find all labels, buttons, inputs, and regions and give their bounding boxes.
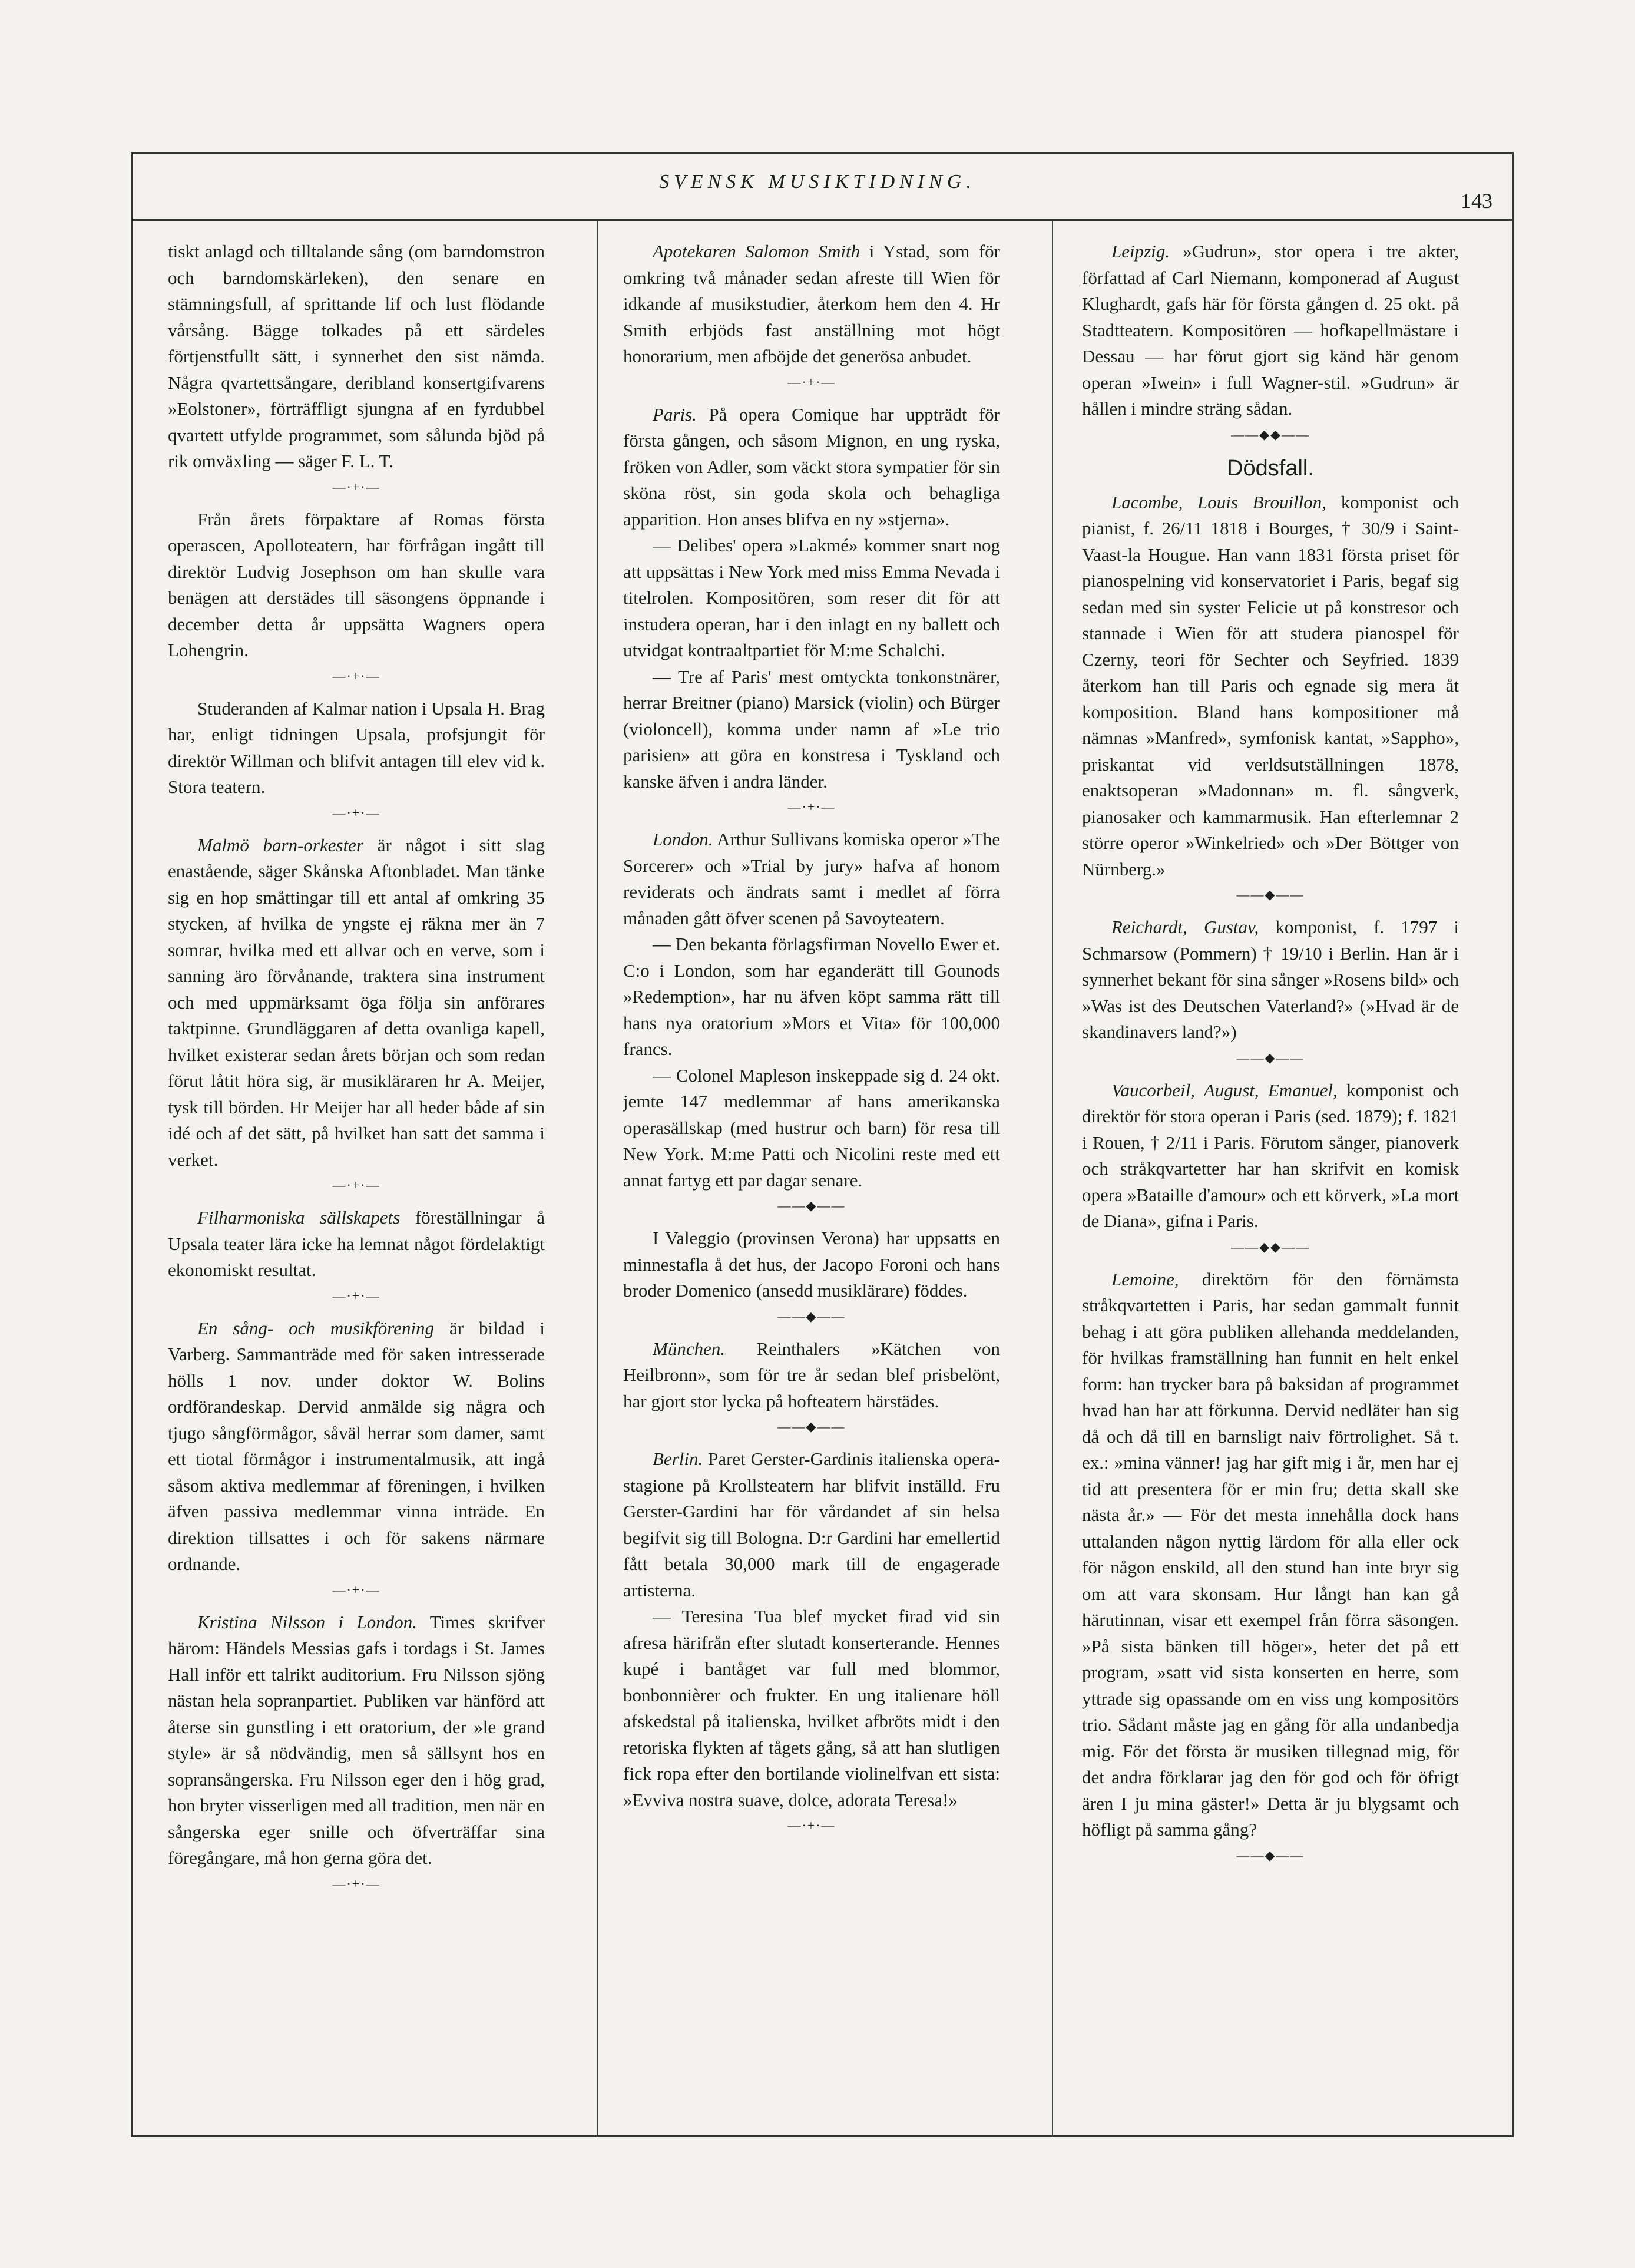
separator-ornament: ——◆—— (1236, 1050, 1305, 1065)
article-paragraph (1082, 1267, 1459, 1843)
article-text: Arthur Sullivans komiska operor »The Sorcerer» och »Trial by jury» hafva af honom reviderats och ändrats samt i medlet af förra månaden gått öfver scenen på Savoyteatern. (623, 829, 1000, 928)
column-3 (1082, 239, 1459, 1875)
article-lead: Lacombe, Louis Brouillon, (1111, 491, 1327, 513)
article-text: Studeranden af Kalmar nation i Upsala H. Brag har, enligt tidningen Upsala, profsjungit för direktör Willman och blifvit antagen till elev vid k. Stora teatern. (168, 697, 545, 797)
article-lead: Berlin. (653, 1449, 703, 1469)
article-paragraph (623, 533, 1000, 664)
article-paragraph (1082, 239, 1459, 422)
article-paragraph (623, 1063, 1000, 1194)
separator-ornament: —·+·— (332, 1876, 380, 1891)
separator-ornament: —·+·— (332, 805, 380, 820)
article-lead: Leipzig. (1111, 241, 1170, 262)
article-paragraph (168, 696, 545, 801)
article-text: direktörn för den förnämsta stråkqvartetten i Paris, har sedan gammalt funnit behag i att göra publiken allehanda meddelanden, för hvilkas framställning han funnit en helt enkel form: han trycker bara på baksidan af programmet hvad han har att förkunna. Dervid nedläter han sig då och då till en barnsligt naiv förtrolighet. Så t. ex.: »mina vänner! jag har gift mig i år, men har ej tid att presentera för er min fru; detta skall ske nästa år.» — För det mesta innehålla dock hans uttalanden någon nyttig lärdom för alla eller ock för någon enskild, all den stund han inte bryr sig om att vara skonsam. Hur långt han kan gå härutinnan, visar ett exempel från förra säsongen. »På sista bänken till höger», heter det på ett program, »satt vid sista konserten en herre, som yttrade sig opassande om en viss ung kompositörs trio. Sådant måste jag en gång för alla undanbedja mig. För det första är musiken tillegnad mig, för det andra förklarar jag den för god och för öfrigt ären I ju mina gäster!» Detta är ju blygsamt och höfligt på samma gång? (1082, 1268, 1459, 1840)
separator-ornament: —·+·— (787, 374, 836, 389)
separator-ornament: —·+·— (332, 1582, 380, 1597)
separator-ornament: ——◆—— (777, 1198, 846, 1213)
article-paragraph (623, 931, 1000, 1063)
article-lead: Vaucorbeil, August, Emanuel, (1111, 1079, 1338, 1100)
article-text: komponist, f. 1797 i Schmarsow (Pommern) † 19/10 i Berlin. Han är i synnerhet bekant för sina sånger »Rosens bild» och »Was ist des Deutschen Vaterland?» (»Hvad är de skandinavers land?») (1082, 917, 1459, 1042)
article-text: — Teresina Tua blef mycket firad vid sin afresa härifrån efter slutadt konserterande. Hennes kupé i bantåget var full med blommor, bonbonnièrer och frukter. En ung italienare höll afskedstal på italienska, hvilket afbröts midt i den retoriska flykten af tågets gång, så att han slutligen fick ropa efter den bortilande violinelfvan ett sista: »Evviva nostra suave, dolce, adorata Teresa!» (623, 1606, 1000, 1810)
article-lead: Paris. (653, 404, 697, 425)
separator-ornament: ——◆—— (1236, 887, 1305, 902)
separator-ornament: —·+·— (332, 479, 380, 494)
article-text: — Colonel Mapleson inskeppade sig d. 24 okt. jemte 147 medlemmar af hans amerikanska operasällskap (med hustrur och barn) för resa till New York. M:me Patti och Nicolini reste med ett annat fartyg ett par dagar senare. (623, 1064, 1000, 1191)
article-paragraph (168, 1205, 545, 1284)
article-paragraph (168, 507, 545, 664)
column-rule-1 (597, 221, 598, 2137)
article-lead: München. (653, 1338, 726, 1359)
article-lead: Lemoine, (1111, 1268, 1179, 1290)
article-lead: Malmö barn-orkester (197, 834, 364, 855)
article-text: i Ystad, som för omkring två månader sedan afreste till Wien för idkande af musikstudier, återkom hem den 4. Hr Smith erbjöds fast anställning mot högt honorarium, men afböjde det generösa anbudet. (623, 241, 1001, 366)
article-lead: London. (653, 829, 713, 849)
separator-ornament: ——◆—— (777, 1308, 846, 1324)
article-paragraph (168, 1315, 545, 1578)
article-lead: Apotekaren Salomon Smith (653, 241, 860, 262)
separator-ornament: —·+·— (332, 668, 380, 683)
article-paragraph (623, 1225, 1000, 1304)
article-text: — Den bekanta förlagsfirman Novello Ewer et. C:o i London, som har eganderätt till Gounods »Redemption», har nu äfven köpt samma rätt till hans nya oratorium »Mors et Vita» för 100,000 francs. (623, 934, 1000, 1059)
article-text: är bildad i Varberg. Sammanträde med för saken intresserade hölls 1 nov. under doktor W. Bolins ordförandeskap. Dervid anmälde sig några och tjugo sångförmågor, såväl herrar som damer, samt ett tiotal förmågor i instrumentalmusik, att ingå såsom aktiva medlemmar af föreningen, i hvilken äfven passiva medlemmar vinna inträde. En direktion tillsattes i och för sakens närmare ordnande. (168, 1317, 545, 1574)
separator-ornament: ——◆—— (1236, 1847, 1305, 1863)
article-lead: En sång- och musikförening (197, 1317, 435, 1338)
article-text: — Delibes' opera »Lakmé» kommer snart nog att uppsättas i New York med miss Emma Nevada i titelrolen. Kompositören, som reser dit för att instudera operan, har i den inlagt en ny ballett och utvidgat kontraaltpartiet för M:me Schalchi. (623, 535, 1000, 660)
article-text: tiskt anlagd och tilltalande sång (om barndomstron och barndomskärleken), den senare en stämningsfull, af sprittande lif och lust flödande vårsång. Bägge tolkades på ett särdeles förtjenstfullt sätt, i synnerhet den sist nämda. Några qvartettsångare, deribland konsertgifvarens »Eolstoner», förträffligt sjungna af en fyrdubbel qvartett utfylde programmet, som sålunda bjöd på rik omväxling — säger F. L. T. (168, 241, 545, 471)
article-lead: Reichardt, Gustav, (1111, 917, 1259, 937)
article-paragraph (623, 402, 1000, 533)
page-number: 143 (1461, 189, 1492, 213)
article-paragraph (623, 1604, 1000, 1813)
separator-ornament: ——◆◆—— (1231, 1239, 1310, 1254)
column-rule-2 (1052, 221, 1053, 2137)
article-paragraph (623, 239, 1000, 370)
article-paragraph (1082, 490, 1459, 883)
section-heading: Dödsfall. (1227, 455, 1314, 481)
article-paragraph (1082, 1077, 1459, 1235)
article-paragraph (623, 1446, 1000, 1604)
separator-ornament: ——◆—— (777, 1419, 846, 1434)
running-head: SVENSK MUSIKTIDNING. (659, 171, 976, 193)
column-2 (623, 239, 1000, 1845)
article-text: »Gudrun», stor opera i tre akter, författad af Carl Niemann, komponerad af August Klughardt, gafs här för första gången d. 25 okt. på Stadtteatern. Kompositören — hofkapellmästare i Dessau — har förut gjort sig känd här genom operan »Iwein» i full Wagner-stil. »Gudrun» är hållen i mindre sträng sådan. (1082, 241, 1459, 419)
separator-ornament: —·+·— (787, 1818, 836, 1833)
article-text: I Valeggio (provinsen Verona) har uppsatts en minnestafla å det hus, der Jacopo Foroni och hans broder Domenico (ansedd musiklärare) föddes. (623, 1228, 1000, 1301)
separator-ornament: —·+·— (332, 1178, 380, 1192)
header-rule (131, 219, 1514, 221)
article-paragraph (623, 664, 1000, 795)
article-paragraph (1082, 914, 1459, 1046)
article-paragraph (623, 826, 1000, 931)
separator-ornament: —·+·— (332, 1288, 380, 1303)
article-text: Times skrifver härom: Händels Messias gafs i tordags i St. James Hall inför ett talrikt auditorium. Fru Nilsson sjöng nästan hela sopranpartiet. Publiken var hänförd att återse sin gunstling i ett oratorium, der »le grand style» är så nödvändig, men så sällsynt hos en sopransångerska. Fru Nilsson eger den i hög grad, hon bryter visserligen med all tradition, men när en sångerska eger snille och öfverträffar sina föregångare, må hon gerna göra det. (168, 1611, 545, 1868)
separator-ornament: —·+·— (787, 799, 836, 814)
article-paragraph (168, 832, 545, 1173)
article-text: Från årets förpaktare af Romas första operascen, Apolloteatern, har förfrågan ingått till direktör Ludvig Josephson om han skulle vara benägen att derstädes till säsongens öppnande i december detta år uppsätta Wagners opera Lohengrin. (168, 508, 545, 660)
article-text: komponist och direktör för stora operan i Paris (sed. 1879); f. 1821 i Rouen, † 2/11 i Paris. Förutom sånger, pianoverk och stråkqvartetter har han skrifvit en komisk opera »Bataille d'amour» och ett körverk, »La mort de Diana», gifna i Paris. (1082, 1079, 1459, 1231)
article-text: — Tre af Paris' mest omtyckta tonkonstnärer, herrar Breitner (piano) Marsick (violin) och Bürger (violoncell), komma under namn af »Le trio parisien» att göra en konstresa i Tyskland och kanske äfven i andra länder. (623, 666, 1000, 792)
article-text: föreställningar å Upsala teater lära icke ha lemnat något fördelaktigt ekonomiskt resultat. (168, 1207, 545, 1280)
article-text: komponist och pianist, f. 26/11 1818 i Bourges, † 30/9 i Saint-Vaast-la Hougue. Han vann 1831 första priset för pianospelning vid konservatoriet i Paris, begaf sig sedan med sin syster Felicie ut på konstresor och stannade i Wien för att studera pianospel för Czerny, teori för Sechter och Seyfried. 1839 återkom han till Paris och egnade sig mera åt komposition. Bland hans kompositioner må nämnas »Manfred», symfonisk kantat, »Sappho», priskantat vid verldsutställningen 1878, enaktsoperan »Madonnan» m. fl. sångverk, pianosaker och kammarmusik. Han efterlemnar 2 större operor »Winkelried» och »Der Böttger von Nürnberg.» (1082, 491, 1459, 880)
column-1 (168, 239, 545, 1903)
article-lead: Kristina Nilsson i London. (197, 1611, 417, 1632)
article-paragraph (623, 1336, 1000, 1415)
article-text: På opera Comique har uppträdt för första gången, och såsom Mignon, en ung ryska, fröken von Adler, som väckt stora sympatier för sin sköna röst, sin goda skola och behagliga apparition. Hon anses blifva en ny »stjerna». (623, 404, 1000, 530)
article-text: Reinthalers »Kätchen von Heilbronn», som för tre år sedan blef prisbelönt, har gjort stor lycka på hofteatern härstädes. (623, 1338, 1000, 1411)
article-lead: Filharmoniska sällskapets (197, 1207, 401, 1228)
article-paragraph (168, 1609, 545, 1872)
article-text: Paret Gerster-Gardinis italienska opera-stagione på Krollsteatern har blifvit inställd. Fru Gerster-Gardini har för vårdandet af sin helsa begifvit sig till Bologna. D:r Gardini har emellertid fått betala 30,000 mark till de engagerade artisterna. (623, 1449, 1000, 1601)
separator-ornament: ——◆◆—— (1231, 427, 1310, 442)
article-text: är något i sitt slag enastående, säger Skånska Aftonbladet. Man tänke sig en hop småttingar till ett antal af omkring 35 stycken, af hvilka de yngste ej räkna mer än 7 somrar, hvilka med ett allvar och en verve, som i sanning äro förvånande, traktera sina instrument och med uppmärksamt öga följa sin anförares taktpinne. Grundläggaren af detta ovanliga kapell, hvilket existerar sedan årets början och som redan förut låtit höra sig, är musikläraren hr A. Meijer, tysk till börden. Hr Meijer har all heder både af sin idé och af det sätt, på hvilket han satt det samma i verket. (168, 834, 545, 1170)
article-paragraph (168, 239, 545, 475)
